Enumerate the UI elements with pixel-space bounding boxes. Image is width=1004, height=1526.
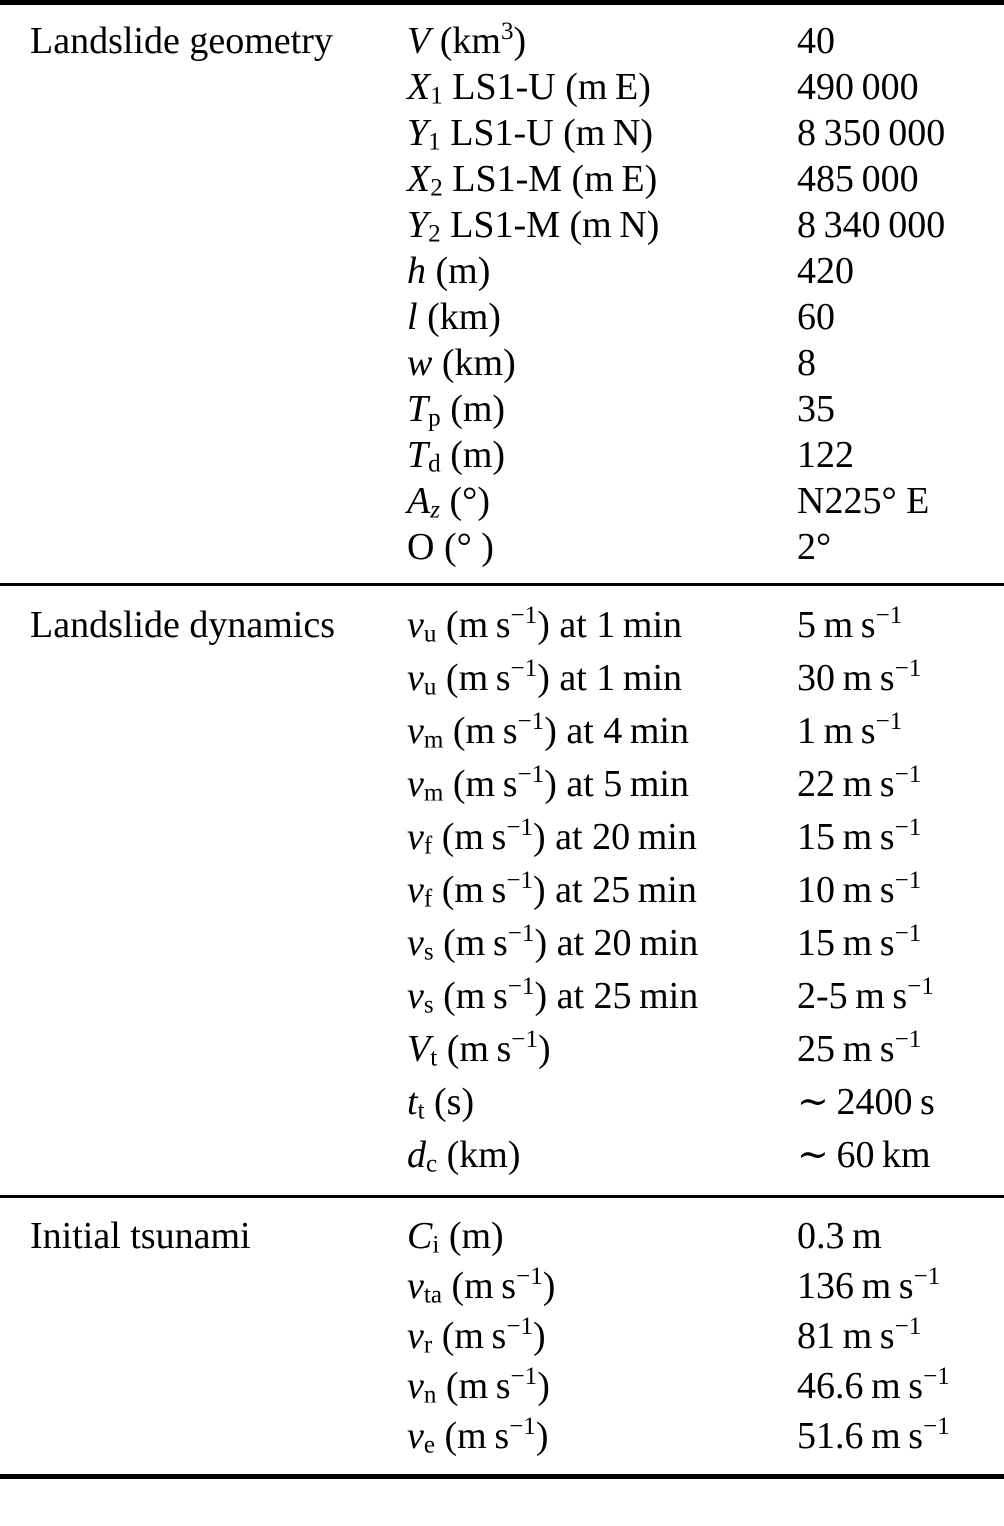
- text-run: (m s: [433, 922, 508, 964]
- superscript-text: −1: [506, 814, 534, 842]
- text-run: 420: [797, 250, 854, 292]
- text-run: ): [533, 1315, 546, 1357]
- param-value: [797, 864, 1004, 917]
- superscript-text: −1: [923, 1363, 950, 1391]
- text-run: t: [407, 1081, 418, 1123]
- param-value: [797, 294, 1004, 340]
- text-run: ) at 1 min: [537, 657, 683, 699]
- text-run: ) at 25 min: [534, 975, 699, 1017]
- table-row: [407, 432, 1004, 478]
- text-run: 22 m s: [797, 763, 895, 805]
- param-label: [407, 340, 797, 386]
- param-value: [797, 18, 1004, 64]
- subscript-text: c: [426, 1150, 438, 1178]
- table-section: [0, 5, 1004, 583]
- text-run: V: [407, 1028, 431, 1070]
- table-row: [407, 917, 1004, 970]
- subscript-text: u: [423, 620, 437, 648]
- superscript-text: −1: [511, 1026, 538, 1054]
- text-run: ) at 20 min: [534, 922, 699, 964]
- subscript-text: s: [423, 938, 434, 966]
- table-row: [407, 340, 1004, 386]
- text-run: (m s: [436, 1365, 511, 1407]
- text-run: 25 m s: [797, 1028, 895, 1070]
- text-run: ∼ 60 km: [797, 1134, 931, 1176]
- table-row: [407, 1211, 1004, 1261]
- text-run: A: [407, 480, 431, 522]
- param-value: [797, 705, 1004, 758]
- param-value: [797, 652, 1004, 705]
- section-label: Landslide geometry: [30, 20, 333, 62]
- text-run: (m s: [435, 1415, 510, 1457]
- param-value: [797, 340, 1004, 386]
- text-run: ) at 4 min: [544, 710, 689, 752]
- subscript-text: i: [432, 1231, 440, 1259]
- text-run: (m): [439, 1215, 504, 1257]
- param-value: [797, 386, 1004, 432]
- param-value: [797, 478, 1004, 524]
- text-run: (km): [437, 1134, 521, 1176]
- superscript-text: −1: [894, 655, 922, 683]
- text-run: (km): [432, 342, 516, 384]
- param-value: [797, 1211, 1004, 1261]
- param-label: [407, 1023, 797, 1076]
- superscript-text: −1: [510, 1363, 538, 1391]
- superscript-text: −1: [894, 814, 922, 842]
- text-run: 10 m s: [797, 869, 895, 911]
- text-run: X: [407, 66, 431, 108]
- text-run: ): [513, 20, 527, 62]
- superscript-text: −1: [506, 867, 534, 895]
- text-run: (m s: [432, 816, 507, 858]
- table-row: [407, 1023, 1004, 1076]
- param-label: [407, 758, 797, 811]
- param-value: [797, 1361, 1004, 1411]
- superscript-text: −1: [894, 920, 922, 948]
- text-run: v: [407, 710, 424, 752]
- param-value: [797, 758, 1004, 811]
- text-run: (m): [426, 250, 491, 292]
- superscript-text: −1: [923, 1413, 950, 1441]
- table-row: [407, 248, 1004, 294]
- param-value: [797, 970, 1004, 1023]
- text-run: 35: [797, 388, 835, 430]
- subscript-text: f: [423, 885, 433, 913]
- superscript-text: −1: [510, 602, 538, 630]
- param-label: [407, 705, 797, 758]
- text-run: 136 m s: [797, 1265, 914, 1307]
- table-row: [407, 1261, 1004, 1311]
- text-run: 60: [797, 296, 835, 338]
- text-run: LS1-U (m N): [440, 112, 654, 154]
- text-run: ) at 5 min: [544, 763, 689, 805]
- text-run: 8: [797, 342, 816, 384]
- text-run: (m): [440, 388, 506, 430]
- superscript-text: −1: [907, 973, 934, 1001]
- param-label: [407, 917, 797, 970]
- text-run: v: [407, 975, 424, 1017]
- superscript-text: −1: [510, 655, 538, 683]
- superscript-text: −1: [875, 602, 903, 630]
- text-run: T: [407, 434, 429, 476]
- param-value: [797, 248, 1004, 294]
- param-label: [407, 1129, 797, 1182]
- superscript-text: −1: [507, 920, 535, 948]
- param-value: [797, 1311, 1004, 1361]
- table-row: [407, 758, 1004, 811]
- table-row: [407, 1361, 1004, 1411]
- text-run: ): [537, 1365, 550, 1407]
- text-run: LS1-M (m N): [440, 204, 660, 246]
- text-run: 1 m s: [797, 710, 876, 752]
- param-value: [797, 524, 1004, 570]
- table-row: [407, 1411, 1004, 1461]
- text-run: 2-5 m s: [797, 975, 908, 1017]
- param-label: [407, 811, 797, 864]
- text-run: w: [407, 342, 433, 384]
- table-row: [407, 64, 1004, 110]
- text-run: 490 000: [797, 66, 919, 108]
- parameter-table: [0, 5, 1004, 1474]
- text-run: N225° E: [797, 480, 930, 522]
- section-rows: [407, 18, 1004, 570]
- param-label: [407, 432, 797, 478]
- text-run: 2°: [797, 526, 832, 568]
- superscript-text: −1: [507, 973, 535, 1001]
- table-section: [0, 586, 1004, 1195]
- text-run: (s): [424, 1081, 475, 1123]
- subscript-text: s: [423, 991, 434, 1019]
- table-row: [407, 1311, 1004, 1361]
- text-run: ) at 20 min: [533, 816, 697, 858]
- param-label: [407, 18, 797, 64]
- superscript-text: −1: [894, 1313, 922, 1341]
- text-run: ): [535, 1415, 549, 1457]
- text-run: (m s: [441, 1265, 517, 1307]
- param-value: [797, 1129, 1004, 1182]
- superscript-text: −1: [894, 1026, 922, 1054]
- text-run: v: [407, 816, 424, 858]
- param-label: [407, 864, 797, 917]
- text-run: 40: [797, 20, 835, 62]
- param-label: [407, 524, 797, 570]
- text-run: (km: [430, 20, 501, 62]
- param-value: [797, 917, 1004, 970]
- text-run: h: [407, 250, 426, 292]
- text-run: v: [407, 763, 424, 805]
- text-run: ) at 1 min: [537, 604, 683, 646]
- text-run: (m s: [443, 763, 518, 805]
- table-row: [407, 652, 1004, 705]
- section-rows: [407, 1211, 1004, 1461]
- text-run: 51.6 m s: [797, 1415, 924, 1457]
- text-run: (m s: [432, 869, 507, 911]
- text-run: (m s: [436, 657, 511, 699]
- text-run: (m s: [433, 975, 508, 1017]
- table-row: [407, 705, 1004, 758]
- text-run: v: [407, 1365, 424, 1407]
- param-value: [797, 156, 1004, 202]
- param-value: [797, 1023, 1004, 1076]
- superscript-text: −1: [517, 761, 545, 789]
- text-run: (m): [440, 434, 506, 476]
- param-value: [797, 599, 1004, 652]
- subscript-text: e: [423, 1431, 436, 1459]
- param-label: [407, 1261, 797, 1311]
- subscript-text: f: [423, 832, 433, 860]
- text-run: T: [407, 388, 429, 430]
- table-row: [407, 524, 1004, 570]
- subscript-text: t: [417, 1097, 425, 1125]
- text-run: X: [407, 158, 431, 200]
- text-run: ): [537, 1028, 551, 1070]
- param-label: [407, 202, 797, 248]
- table-row: [407, 294, 1004, 340]
- text-run: 46.6 m s: [797, 1365, 924, 1407]
- text-run: (m s: [443, 710, 518, 752]
- table-row: [407, 386, 1004, 432]
- text-run: C: [407, 1215, 433, 1257]
- text-run: v: [407, 1415, 424, 1457]
- table-row: [407, 110, 1004, 156]
- param-value: [797, 64, 1004, 110]
- text-run: l: [407, 296, 418, 338]
- table-row: [407, 18, 1004, 64]
- subscript-text: z: [430, 496, 440, 524]
- text-run: Y: [407, 112, 429, 154]
- table-row: [407, 599, 1004, 652]
- subscript-text: p: [428, 404, 441, 432]
- subscript-text: u: [423, 673, 437, 701]
- text-run: 8 340 000: [797, 204, 946, 246]
- subscript-text: 2: [428, 220, 441, 248]
- text-run: LS1-U (m E): [442, 66, 651, 108]
- subscript-text: r: [423, 1331, 433, 1359]
- text-run: 485 000: [797, 158, 919, 200]
- section-rows: [407, 599, 1004, 1182]
- text-run: 30 m s: [797, 657, 895, 699]
- table-section: [0, 1198, 1004, 1474]
- superscript-text: −1: [875, 708, 903, 736]
- superscript-text: −1: [894, 867, 922, 895]
- text-run: ) at 25 min: [533, 869, 697, 911]
- param-value: [797, 110, 1004, 156]
- superscript-text: −1: [894, 761, 922, 789]
- section-label: Initial tsunami: [30, 1215, 251, 1257]
- text-run: v: [407, 1265, 424, 1307]
- text-run: 15 m s: [797, 816, 895, 858]
- text-run: LS1-M (m E): [442, 158, 658, 200]
- param-label: [407, 1361, 797, 1411]
- param-label: [407, 64, 797, 110]
- text-run: (°): [439, 480, 490, 522]
- param-label: [407, 248, 797, 294]
- text-run: v: [407, 604, 424, 646]
- param-label: [407, 294, 797, 340]
- superscript-text: −1: [506, 1313, 534, 1341]
- subscript-text: m: [423, 779, 444, 807]
- text-run: v: [407, 922, 424, 964]
- text-run: (km): [417, 296, 501, 338]
- subscript-text: 1: [428, 128, 441, 156]
- text-run: (m s: [432, 1315, 507, 1357]
- table-row: [407, 1076, 1004, 1129]
- text-run: v: [407, 657, 424, 699]
- param-label: [407, 478, 797, 524]
- text-run: 122: [797, 434, 854, 476]
- text-run: V: [407, 20, 431, 62]
- table-row: [407, 970, 1004, 1023]
- param-value: [797, 1076, 1004, 1129]
- subscript-text: n: [423, 1381, 437, 1409]
- text-run: ∼ 2400 s: [797, 1081, 935, 1123]
- table-row: [407, 156, 1004, 202]
- superscript-text: −1: [517, 708, 545, 736]
- param-label: [407, 970, 797, 1023]
- param-value: [797, 811, 1004, 864]
- param-label: [407, 652, 797, 705]
- subscript-text: 2: [430, 174, 443, 202]
- text-run: v: [407, 1315, 424, 1357]
- param-value: [797, 432, 1004, 478]
- table-row: [407, 1129, 1004, 1182]
- text-run: 8 350 000: [797, 112, 946, 154]
- superscript-text: −1: [913, 1263, 941, 1291]
- table-row: [407, 478, 1004, 524]
- text-run: 15 m s: [797, 922, 895, 964]
- param-value: [797, 1411, 1004, 1461]
- text-run: 81 m s: [797, 1315, 895, 1357]
- param-label: [407, 1311, 797, 1361]
- param-label: [407, 156, 797, 202]
- subscript-text: 1: [430, 82, 443, 110]
- table-row: [407, 202, 1004, 248]
- section-label: Landslide dynamics: [30, 604, 335, 646]
- param-label: [407, 599, 797, 652]
- superscript-text: −1: [509, 1413, 536, 1441]
- subscript-text: t: [430, 1044, 438, 1072]
- superscript-text: −1: [516, 1263, 543, 1291]
- param-label: [407, 1411, 797, 1461]
- subscript-text: d: [428, 450, 441, 478]
- param-value: [797, 202, 1004, 248]
- text-run: Y: [407, 204, 429, 246]
- param-label: [407, 110, 797, 156]
- text-run: 0.3 m: [797, 1215, 882, 1257]
- text-run: v: [407, 869, 424, 911]
- table-row: [407, 811, 1004, 864]
- table-row: [407, 864, 1004, 917]
- text-run: O (° ): [407, 526, 494, 568]
- subscript-text: m: [423, 726, 444, 754]
- text-run: ): [542, 1265, 556, 1307]
- subscript-text: ta: [423, 1281, 442, 1309]
- text-run: (m s: [437, 1028, 512, 1070]
- param-label: [407, 1211, 797, 1261]
- param-label: [407, 386, 797, 432]
- superscript-text: 3: [500, 18, 514, 46]
- param-label: [407, 1076, 797, 1129]
- text-run: d: [407, 1134, 426, 1176]
- text-run: 5 m s: [797, 604, 876, 646]
- text-run: (m s: [436, 604, 511, 646]
- table-bottom-rule: [0, 1474, 1004, 1479]
- param-value: [797, 1261, 1004, 1311]
